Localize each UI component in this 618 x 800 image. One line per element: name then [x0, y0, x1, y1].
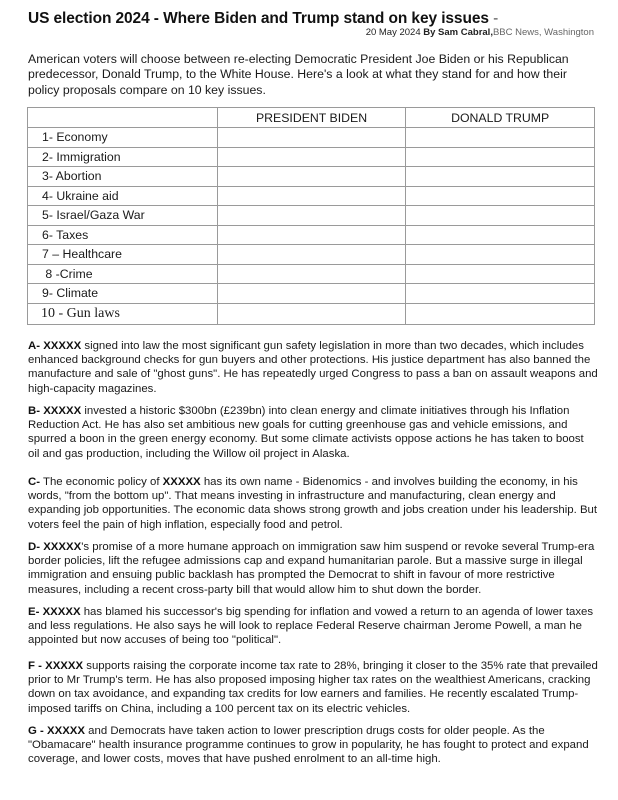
table-row — [28, 206, 595, 226]
biden-cell[interactable] — [217, 284, 406, 304]
issue-label: 1- Economy — [28, 128, 218, 148]
paragraph-letter: G - — [28, 725, 44, 737]
table-header-trump: DONALD TRUMP — [406, 108, 595, 128]
paragraph-text: signed into law the most significant gun safety legislation in more than two decades, which includes enhanced background checks for gun buyers and other protections. His justice department has also banned the manufacture and sale of "ghost guns". He has repeatedly urged Congress to pass a ban on assault weapons and high-capacity magazines. — [28, 340, 598, 395]
paragraph-text: 's promise of a more humane approach on immigration saw him suspend or revoke several Trump-era border policies, lift the refugee admissions cap and expand humanitarian parole. But a massive surge in illegal immigration and ensuing public backlash has prompted the Democrat to shift in favour of more restrictive measures, including a recent cross-party bill that would allow him to shut down the border. — [28, 541, 595, 596]
issue-label: 6- Taxes — [28, 225, 218, 245]
redacted-name: XXXXX — [45, 660, 84, 672]
biden-cell[interactable] — [217, 128, 406, 148]
biden-cell[interactable] — [217, 225, 406, 245]
paragraph-letter: F - — [28, 660, 42, 672]
paragraph-g — [28, 724, 598, 767]
table-row — [28, 147, 595, 167]
biden-cell[interactable] — [217, 186, 406, 206]
trump-cell[interactable] — [406, 147, 595, 167]
paragraph-text: has its own name - Bidenomics - and involves building the economy, in his words, "from the bottom up". That means investing in infrastructure and manufacturing, clean energy and expanding job opportunities. The economic data shows strong growth and jobs creation under his leadership. But voters feel the pain of high inflation, especially food and petrol. — [28, 476, 598, 531]
redacted-name: XXXXX — [42, 606, 81, 618]
paragraph-text: and Democrats have taken action to lower prescription drugs costs for older people. As the "Obamacare" health insurance programme continues to grow in popularity, he has fought to protect and expand coverage, and lower costs, moves that have pushed enrolment to an all-time high. — [28, 725, 589, 766]
biden-cell[interactable] — [217, 147, 406, 167]
paragraph-a — [28, 339, 598, 396]
trump-cell[interactable] — [406, 225, 595, 245]
page-title-text: US election 2024 - Where Biden and Trump stand on key issues — [28, 10, 489, 27]
biden-cell[interactable] — [217, 167, 406, 187]
biden-cell[interactable] — [217, 245, 406, 265]
issue-label: 2- Immigration — [28, 147, 218, 167]
issue-label: 10 - Gun laws — [28, 303, 218, 324]
paragraph-b — [28, 404, 598, 461]
trump-cell[interactable] — [406, 284, 595, 304]
table-header-issue — [28, 108, 218, 128]
paragraph-letter: D- — [28, 541, 41, 553]
table-row — [28, 264, 595, 284]
table-row — [28, 167, 595, 187]
page-title — [28, 10, 498, 28]
biden-cell[interactable] — [217, 303, 406, 324]
issue-label: 3- Abortion — [28, 167, 218, 187]
table-row — [28, 225, 595, 245]
paragraph-letter: A- — [28, 340, 41, 352]
trump-cell[interactable] — [406, 264, 595, 284]
trump-cell[interactable] — [406, 167, 595, 187]
issue-label: 5- Israel/Gaza War — [28, 206, 218, 226]
redacted-name: XXXXX — [43, 405, 82, 417]
trump-cell[interactable] — [406, 303, 595, 324]
paragraph-c — [28, 475, 598, 532]
trump-cell[interactable] — [406, 128, 595, 148]
redacted-name: XXXXX — [43, 340, 82, 352]
table-row — [28, 284, 595, 304]
paragraph-letter: C- — [28, 476, 41, 488]
table-header-biden: PRESIDENT BIDEN — [217, 108, 406, 128]
paragraph-text: invested a historic $300bn (£239bn) into clean energy and climate initiatives through his Inflation Reduction Act. He has also set ambitious new goals for cutting greenhouse gas and vehicle emissions, and spurred a boon in the green energy economy. But some climate activists oppose actions he has taken to boost oil and gas production, including the Willow oil project in Alaska. — [28, 405, 584, 460]
issue-label: 8 -Crime — [28, 264, 218, 284]
issue-label: 4- Ukraine aid — [28, 186, 218, 206]
table-row — [28, 186, 595, 206]
issue-label: 9- Climate — [28, 284, 218, 304]
biden-cell[interactable] — [217, 264, 406, 284]
biden-cell[interactable] — [217, 206, 406, 226]
redacted-name: XXXXX — [162, 476, 201, 488]
byline-author: By Sam Cabral, — [423, 27, 493, 38]
paragraph-f — [28, 659, 598, 716]
paragraph-e — [28, 605, 598, 648]
table-header-row — [28, 108, 595, 128]
title-dash: - — [493, 10, 499, 27]
table-row — [28, 245, 595, 265]
paragraph-pre: The economic policy of — [40, 476, 163, 488]
table-row — [28, 303, 595, 324]
paragraph-text: has blamed his successor's big spending for inflation and vowed a return to an agenda of lower taxes and less regulations. He also says he will look to replace Federal Reserve chairman Jerome Powell, a man he appointed but now accuses of being too "political". — [28, 606, 594, 647]
intro-paragraph: American voters will choose between re-electing Democratic President Joe Biden or his Republican predecessor, Donald Trump, to the White House. Here's a look at what they stand for and how their policy proposals compare on 10 key issues. — [28, 52, 569, 97]
issue-label: 7 – Healthcare — [28, 245, 218, 265]
redacted-name: XXXXX — [47, 725, 85, 737]
paragraph-letter: B- — [28, 405, 41, 417]
trump-cell[interactable] — [406, 245, 595, 265]
paragraph-d — [28, 540, 598, 597]
byline — [366, 27, 594, 38]
trump-cell[interactable] — [406, 186, 595, 206]
table-row — [28, 128, 595, 148]
paragraph-letter: E- — [28, 606, 40, 618]
trump-cell[interactable] — [406, 206, 595, 226]
redacted-name: XXXXX — [43, 541, 82, 553]
paragraph-text: supports raising the corporate income tax rate to 28%, bringing it closer to the 35% rate that prevailed prior to Mr Trump's term. He has also proposed imposing higher tax rates on the wealthiest Americans, cracking down on tax avoidance, and expanding tax credits for low earners and families. He recently escalated Trump-imposed tariffs on China, including a 100 percent tax on its electric vehicles. — [28, 660, 598, 715]
byline-outlet: BBC News, Washington — [492, 27, 594, 38]
issues-comparison-table — [27, 107, 595, 325]
byline-date: 20 May 2024 — [365, 27, 421, 38]
